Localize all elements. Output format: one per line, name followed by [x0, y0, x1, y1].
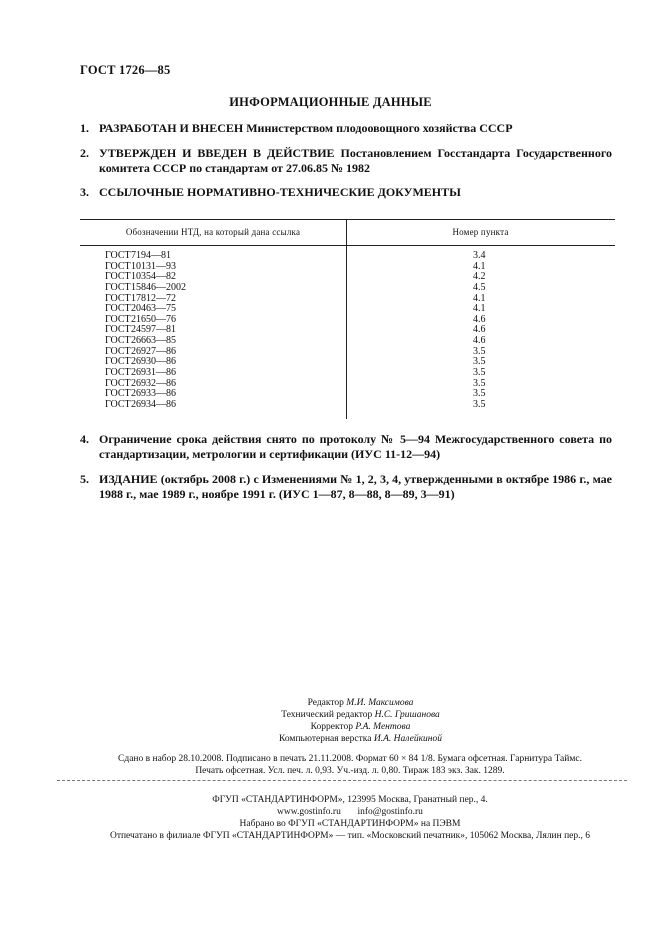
editorial-credits [0, 697, 661, 745]
point-number: 4.6 [473, 313, 486, 325]
gost-prefix: ГОСТ [105, 367, 131, 379]
publication-line-1 [70, 753, 630, 765]
doc-number: 20463—75 [131, 303, 176, 315]
gost-prefix: ГОСТ [105, 356, 131, 368]
item-text: Ограничение срока действия снято по протоколу № 5—94 Межгосударственного совета по стандартизации, метрологии и сертификации (ИУС 11-12—94) [99, 432, 612, 461]
table-point-column [473, 251, 486, 411]
point-number: 4.1 [473, 292, 486, 304]
doc-number: 26932—86 [131, 377, 176, 389]
gost-prefix: ГОСТ [105, 345, 131, 357]
credit-role: Компьютерная верстка [279, 734, 372, 744]
item-number: 3. [80, 185, 89, 199]
gost-prefix: ГОСТ [105, 292, 131, 304]
table-header-docs: Обозначении НТД, на который дана ссылка [125, 227, 301, 237]
gost-prefix: ГОСТ [105, 324, 131, 336]
info-item-5 [80, 472, 612, 501]
table-column-divider [346, 219, 347, 419]
point-number: 4.2 [473, 271, 486, 283]
gost-prefix: ГОСТ [105, 335, 131, 347]
credit-line [0, 697, 661, 709]
print-dates: Сдано в набор 28.10.2008. Подписано в печать 21.11.2008. Формат 60 × 84 [118, 754, 421, 764]
item-heading: ССЫЛОЧНЫЕ НОРМАТИВНО-ТЕХНИЧЕСКИЕ ДОКУМЕНТЫ [99, 185, 461, 199]
doc-number: 26930—86 [131, 356, 176, 368]
credit-role: Технический редактор [281, 710, 373, 720]
doc-number: 26927—86 [131, 345, 176, 357]
gost-prefix: ГОСТ [105, 260, 131, 272]
doc-number: 10354—82 [131, 271, 176, 283]
item-text: Постановлением Госстандарта Государственного комитета СССР по стандартам от 27.06.85 № 1982 [99, 146, 612, 175]
item-number: 1. [80, 121, 89, 135]
publication-line-2: Печать офсетная. Усл. печ. л. 0,93. Уч.-изд. л. 0,80. Тираж 183 экз. Зак. 1289. [195, 766, 505, 776]
item-heading: УТВЕРЖДЕН И ВВЕДЕН В ДЕЙСТВИЕ [99, 146, 335, 160]
table-row [105, 400, 186, 411]
gost-prefix: ГОСТ [105, 250, 131, 261]
info-item-2 [80, 146, 612, 175]
format-fraction: 1/8 [420, 754, 433, 764]
item-text: (октябрь 2008 г.) с Изменениями № 1, 2, 3, 4, утвержденными в октябре 1986 г., мае 1988 г., мае 1989 г., ноябре 1991 г. (ИУС 1—87, 8—88, 8—89, 3—91) [99, 472, 612, 501]
table-top-rule [80, 219, 615, 220]
table-header-points: Номер пункта [452, 227, 509, 237]
gost-prefix: ГОСТ [105, 303, 131, 315]
section-title: ИНФОРМАЦИОННЫЕ ДАННЫЕ [229, 95, 432, 109]
point-number: 3.4 [473, 250, 486, 261]
website-link[interactable]: www.gostinfo.ru [277, 807, 341, 817]
email-link[interactable]: info@gostinfo.ru [357, 807, 423, 817]
credit-name: М.И. Максимова [346, 698, 414, 708]
info-item-4 [80, 432, 612, 461]
point-number: 3.5 [473, 367, 486, 379]
doc-number: 7194—81 [131, 250, 171, 261]
point-number: 3.5 [473, 398, 486, 410]
credit-name: Р.А. Ментова [355, 722, 411, 732]
publication-info [70, 753, 630, 777]
publisher-contacts [70, 806, 630, 818]
doc-number: 21650—76 [131, 313, 176, 325]
publisher-address: ФГУП «СТАНДАРТИНФОРМ», 123995 Москва, Гранатный пер., 4. [212, 795, 488, 805]
item-number: 5. [80, 472, 89, 486]
gost-prefix: ГОСТ [105, 271, 131, 283]
credit-line [0, 733, 661, 745]
item-text: Министерством плодоовощного хозяйства СССР [243, 121, 513, 135]
standard-code: ГОСТ 1726—85 [80, 63, 171, 77]
point-number: 3.5 [473, 356, 486, 368]
doc-number: 26663—85 [131, 335, 176, 347]
doc-number: 26934—86 [131, 398, 176, 410]
printing-note: Отпечатано в филиале ФГУП «СТАНДАРТИНФОРМ» — тип. «Московский печатник», 105062 Москва, Лялин пер., 6 [109, 831, 591, 841]
doc-number: 26933—86 [131, 388, 176, 400]
doc-number: 17812—72 [131, 292, 176, 304]
point-number: 4.1 [473, 260, 486, 272]
publisher-footer [70, 794, 630, 842]
item-heading: РАЗРАБОТАН И ВНЕСЕН [99, 121, 244, 135]
doc-number: 10131—93 [131, 260, 176, 272]
credit-line [0, 709, 661, 721]
gost-prefix: ГОСТ [105, 388, 131, 400]
doc-number: 26931—86 [131, 367, 176, 379]
gost-prefix: ГОСТ [105, 313, 131, 325]
item-number: 2. [80, 146, 89, 160]
typeset-note: Набрано во ФГУП «СТАНДАРТИНФОРМ» на ПЭВМ [239, 819, 461, 829]
paper-font: . Бумага офсетная. Гарнитура Таймс. [432, 754, 582, 764]
item-heading: ИЗДАНИЕ [99, 472, 158, 486]
point-number: 4.1 [473, 303, 486, 315]
item-number: 4. [80, 432, 89, 446]
credit-role: Корректор [310, 722, 354, 732]
credit-name: Н.С. Гришанова [374, 710, 440, 720]
doc-number: 15846—2002 [131, 281, 186, 293]
table-header-rule [80, 245, 615, 246]
point-number: 4.6 [473, 335, 486, 347]
dashed-divider [57, 780, 627, 781]
references-table [80, 219, 615, 419]
point-number: 4.5 [473, 281, 486, 293]
credit-name: И.А. Налейкиной [373, 734, 442, 744]
table-doc-column [105, 251, 186, 411]
point-number: 3.5 [473, 345, 486, 357]
point-number: 3.5 [473, 388, 486, 400]
credit-line [0, 721, 661, 733]
gost-prefix: ГОСТ [105, 398, 131, 410]
point-number: 4.6 [473, 324, 486, 336]
gost-prefix: ГОСТ [105, 377, 131, 389]
gost-prefix: ГОСТ [105, 281, 131, 293]
doc-number: 24597—81 [131, 324, 176, 336]
info-item-3 [80, 185, 612, 200]
point-number: 3.5 [473, 377, 486, 389]
info-item-1 [80, 121, 612, 136]
credit-role: Редактор [307, 698, 344, 708]
